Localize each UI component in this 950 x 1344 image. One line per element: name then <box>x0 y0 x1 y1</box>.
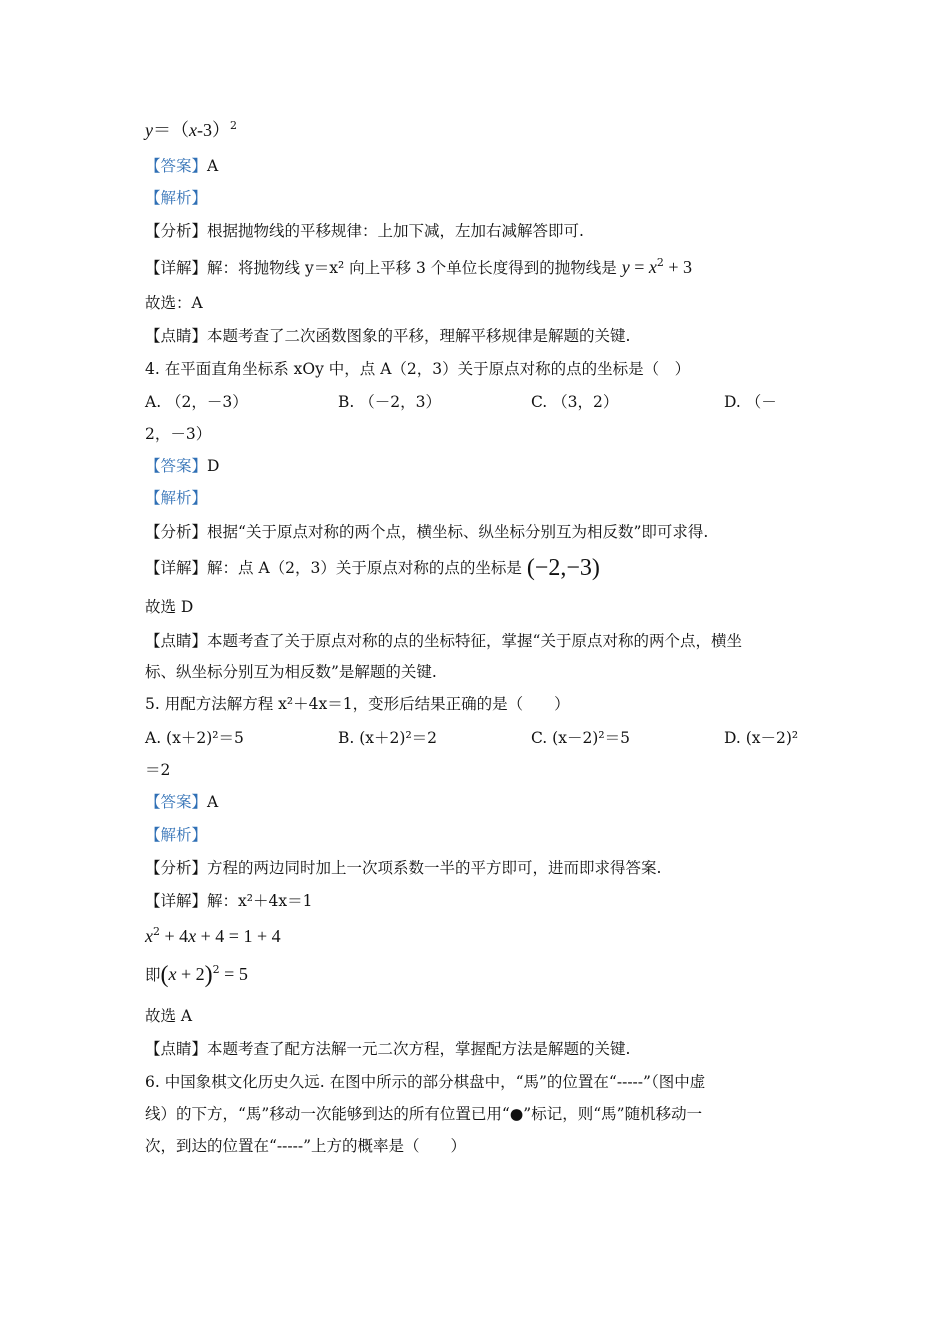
q6-line3: 次，到达的位置在“-----”上方的概率是（ ） <box>145 1137 467 1155</box>
q5-step2: 即$(x + 2)^2 = 5$ <box>145 962 248 988</box>
q3-analysis-tag: 【解析】 <box>145 189 208 207</box>
q5-option-c: C. (x－2)²＝5 <box>531 729 630 747</box>
q3-xiangjie: 【详解】解：将抛物线 y＝x² 向上平移 3 个单位长度得到的抛物线是 $y = x^2 + 3$ <box>145 256 693 277</box>
q3-fenxi: 【分析】根据抛物线的平移规律：上加下减，左加右减解答即可. <box>145 222 584 240</box>
q4-xiangjie-formula: (−2,−3) <box>526 555 600 581</box>
q5-fenxi: 【分析】方程的两边同时加上一次项系数一半的平方即可，进而即求得答案. <box>145 859 662 877</box>
q4-fenxi: 【分析】根据“关于原点对称的两个点，横坐标、纵坐标分别互为相反数”即可求得. <box>145 523 709 541</box>
q6-line2: 线）的下方，“馬”移动一次能够到达的所有位置已用“●”标记，则“馬”随机移动一 <box>145 1105 703 1123</box>
q4-option-d-cont: 2，－3） <box>145 425 212 443</box>
q4-answer: 【答案】D <box>145 457 220 475</box>
q4-stem: 4. 在平面直角坐标系 xOy 中，点 A（2，3）关于原点对称的点的坐标是（ ） <box>145 360 691 378</box>
q5-option-b: B. (x＋2)²＝2 <box>338 729 438 747</box>
q5-step1: $x^2 + 4x + 4 = 1 + 4$ <box>145 925 281 946</box>
q5-dianjing: 【点睛】本题考查了配方法解一元二次方程，掌握配方法是解题的关键. <box>145 1040 631 1058</box>
q4-dianjing-line2: 标、纵坐标分别互为相反数”是解题的关键. <box>145 663 437 681</box>
q5-analysis-tag: 【解析】 <box>145 826 208 844</box>
q4-dianjing: 【点睛】本题考查了关于原点对称的点的坐标特征，掌握“关于原点对称的两个点，横坐 <box>145 632 742 650</box>
q5-choose: 故选 A <box>145 1007 193 1025</box>
q4-option-c: C. （3，2） <box>531 393 619 411</box>
q5-option-d-cont: ＝2 <box>145 761 171 779</box>
q3-xiangjie-formula: y <box>621 257 630 277</box>
q3-answer: 【答案】A <box>145 157 219 175</box>
q5-option-a: A. (x＋2)²＝5 <box>145 729 244 747</box>
q5-stem: 5. 用配方法解方程 x²＋4x＝1，变形后结果正确的是（ ） <box>145 695 570 713</box>
q5-option-d: D. (x－2)² <box>724 729 799 747</box>
q4-xiangjie: 【详解】解：点 A（2，3）关于原点对称的点的坐标是 (−2,−3) <box>145 555 600 581</box>
q4-analysis-tag: 【解析】 <box>145 489 208 507</box>
q6-line1: 6. 中国象棋文化历史久远. 在图中所示的部分棋盘中，“馬”的位置在“-----”（图中虚 <box>145 1073 706 1091</box>
q4-option-a: A. （2，－3） <box>145 393 248 411</box>
q3-dianjing: 【点睛】本题考查了二次函数图象的平移，理解平移规律是解题的关键. <box>145 327 631 345</box>
q4-option-b: B. （－2，3） <box>338 393 441 411</box>
q3-choose: 故选：A <box>145 294 203 312</box>
q3-formula: $y=(x-3)^2$ <box>145 119 237 140</box>
q5-answer: 【答案】A <box>145 793 219 811</box>
q4-option-d: D. （－ <box>724 393 777 411</box>
q4-choose: 故选 D <box>145 598 194 616</box>
q5-xiangjie: 【详解】解：x²＋4x＝1 <box>145 892 313 910</box>
answer-tag: 【答案】 <box>145 157 208 175</box>
